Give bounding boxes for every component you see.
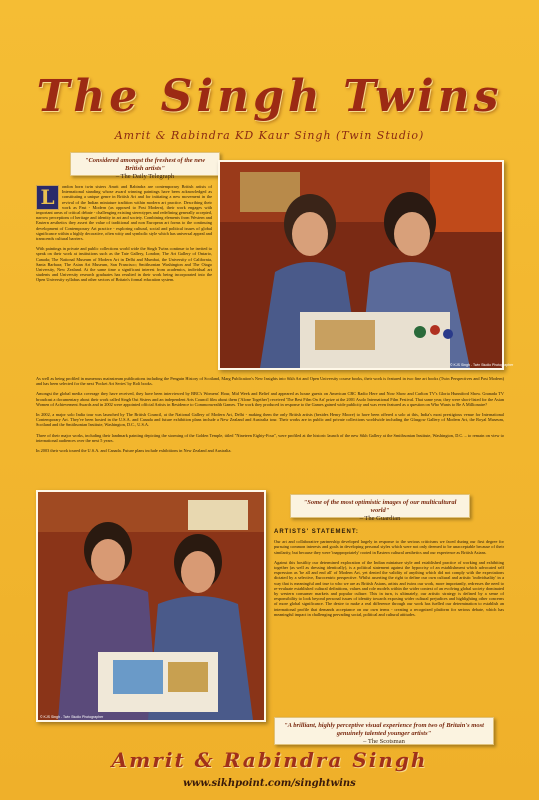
photo-credit-top: © KJS Singh - Twin Studio Photographer (450, 363, 514, 367)
quote-guardian (290, 494, 470, 522)
photo-credit-bottom: © KJS Singh - Twin Studio Photographer (40, 715, 104, 719)
statement-paragraph: Against this hostility our determined exploration of the Indian miniature style and established practice of working and exhibiting together (as well as dressing identically), is a political statement against the hypocrisy of an establishment which advocated self expression as 'be all and end all' of Modern Art, yet denied the validity of anything which did not comply with the expectations dictated by a selective, Eurocentric perspective. Whilst asserting the right to define our own cultural and artistic 'individuality' in a way that is meaningful and true to who we are as British Asians, artists and twins our work, more importantly, redresses the need to re-evaluate established cultural definitions, values and role models within the wider context of an evolving global society dominated by western consumer markets and popular culture. This in turn, is ultimately, our artistic strategy is defined by a sense of responsibility to look beyond personal issues of identity towards exposing wider cultural prejudices and highlighting other concerns of more global significance. The desire to make a real difference through our work has fuelled our determination to establish an international profile that demands acceptance on our own terms - creating a recognized platform for serious debate, which has meaningful impact in challenging pervading social, political and cultural attitudes. (274, 559, 504, 617)
artist-signature: Amrit & Rabindra Singh (111, 748, 428, 772)
quote-text: "Considered amongst the freshest of the new British artists" (84, 157, 206, 172)
page-title: The Singh Twins (36, 71, 503, 122)
quote-source: – The Scotsman (363, 738, 405, 745)
twins-photo-bottom (36, 490, 266, 722)
statement-heading: ARTISTS' STATEMENT: (274, 529, 359, 535)
photo-illustration (38, 492, 264, 720)
intro-paragraph: ondon born twin sisters Amrit and Rabindra are contemporary British artists of International standing whose award winning paintings have been acknowledged as constituting a unique genre in British Art and for initiating a new movement in the revival of the Indian miniature tradition within modern art practice. Describing their work as Past - Modern (as opposed to Post Modern), their work engages with important areas of critical debate - challenging existing stereotypes and redefining generally accepted, narrow perceptions of heritage and identity in art and society. Combining elements from Western and Eastern aesthetics they assert the value of traditional and non European art forms to the continuing development of Contemporary Art practice - exploring cultural, social and political issues of global significance within a highly decorative, often witty and symbolic style which has universal appeal and transcends cultural barriers. (36, 184, 212, 242)
artists-statement (274, 530, 504, 622)
quote-telegraph (70, 152, 220, 180)
twins-photo-top (218, 160, 504, 370)
body-paragraph: In 2003 their work toured the U.S.A. and Canada. Future plans include exhibitions in New Zealand and Australia. (36, 448, 232, 454)
body-paragraph: Amongst the global media coverage they have received, they have been interviewed by BBC's Womens' Hour, Mid Week and Belief and appeared as house guests on American CBC Radio Here and Now Show and Carlton TV's Gloria Hunniford Show. Granada TV broadcast a documentary about their work called Singh Out Sisters and an independent Arts Council film about them ('Alone Together') received 'The Best Film On Art' prize at the 2001 Asolo International Film Festival. That same year, they were short-listed for the Asian Women of Achievement Awards and in 2002 were appointed official Artists in Residence to Commonwealth Games. The work they produced in response to the Games gained wide publicity and was even featured as a question on Who Wants to Be A Millionaire? (36, 391, 504, 407)
intro-text (36, 184, 212, 288)
quote-text: "Some of the most optimistic images of our multicultural world" (303, 499, 457, 514)
page-subtitle: Amrit & Rabindra KD Kaur Singh (Twin Studio) (114, 129, 425, 142)
quote-source: – The Daily Telegraph (115, 173, 175, 180)
photo-illustration (220, 162, 502, 368)
body-paragraph: Three of their major works, including their landmark painting depicting the storming of the Golden Temple, titled "Nineteen Eighty-Four", were profiled at the historic launch of the new Sikh Gallery at the Smithsonian Institute, Washington, D.C. – to remain on view to international audiences over the next 5 years. (36, 432, 504, 443)
body-paragraph: In 2002, a major solo India tour was launched by The British Council, at the National Gallery of Modern Art, Delhi - making them the only British artists (besides Henry Moore) to have been offered a solo at this, India's most prestigious venue for International Contemporary Art. They've been hosted in the U.S.A. and Canada and future exhibition plans include a New Zealand and Australia tour. Their works are in public and private collections worldwide including the Glasgow Gallery of Modern Art, the Royal Museum, Scotland and the Smithsonian Institute, Washington, D.C., U.S.A. (36, 412, 504, 428)
website-link[interactable]: www.sikhpoint.com/singhtwins (183, 778, 356, 789)
quote-source: – The Guardian (359, 515, 401, 522)
quote-scotsman (274, 717, 494, 745)
dropcap: L (36, 185, 59, 210)
statement-paragraph: Our art and collaborative partnership developed largely in response to the serious criticisms we faced during our first degree for pursuing common interests and goals in developing personal styles which were not only deemed to be unacceptable because of their similarity, but because they were 'inappropriately' rooted in Eastern cultural aesthetics and our experience as British Asians. (274, 539, 504, 555)
body-paragraph: As well as being profiled in numerous mainstream publications including the Penguin History of Scotland, Marg Publication's New Insights into Sikh Art and Open University course books, their work is featured in two fine art books (Twin Perspectives and Past Modern) and has been selected for the next 'Pocket Art Series' by Roli books. (36, 376, 504, 387)
intro-paragraph: With paintings in private and public collections world wide the Singh Twins continue to be invited to speak on their work at institutions such as the Tate Gallery, London; The Art Gallery of Ontario, Canada; The National Museum of Modern Art in Delhi and Mumbai, the University of California, Santa Barbara; The Asian Art Museum, San Francisco; Smithsonian Washington and The Otago University, New Zealand. At the same time a significant interest from academics, individual art students and University research graduates has resulted in their work being incorporated into the Open University syllabus and other sectors of Britain's formal education system. (36, 246, 212, 283)
quote-text: "A brilliant, highly perceptive visual experience from two of Britain's most genuinely talented younger artists" (284, 722, 484, 737)
body-text (36, 376, 504, 458)
